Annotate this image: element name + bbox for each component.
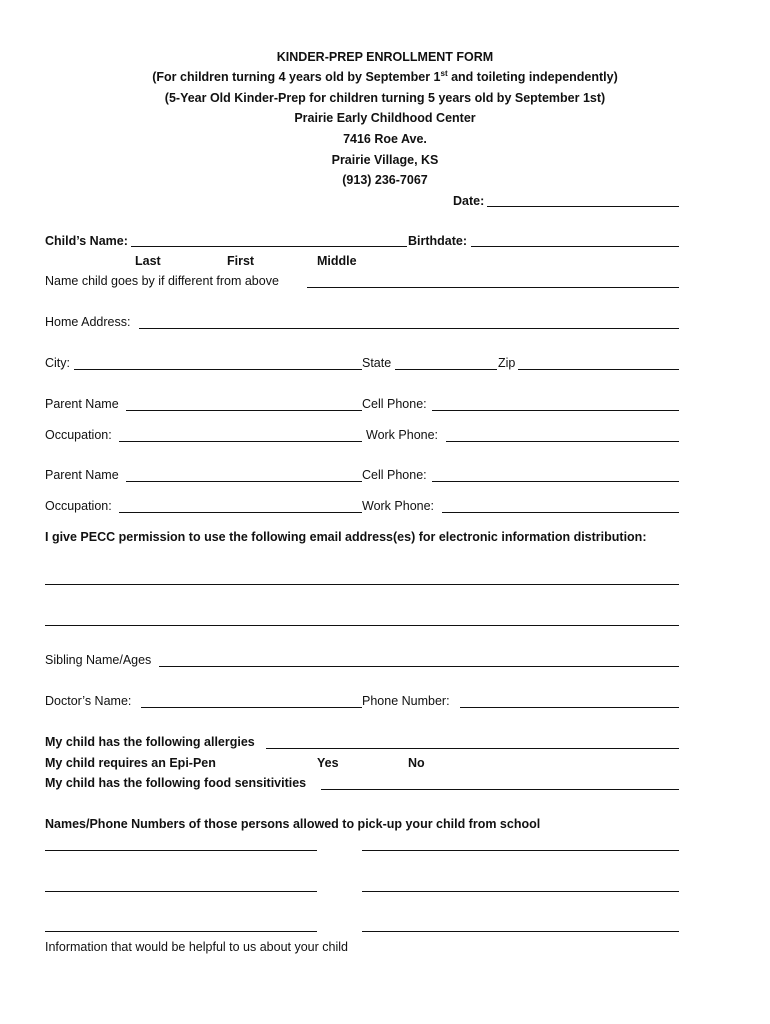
parent2-name-field[interactable] [126, 481, 362, 482]
zip-label: Zip [498, 356, 516, 370]
email-field-1[interactable] [45, 584, 679, 585]
helpful-info-label: Information that would be helpful to us about your child [45, 940, 348, 954]
parent1-occupation-field[interactable] [119, 441, 362, 442]
pickup-field-3-right[interactable] [362, 931, 679, 932]
form-subtitle-5yr: (5-Year Old Kinder-Prep for children turning 5 years old by September 1st) [164, 91, 606, 105]
allergies-label: My child has the following allergies [45, 735, 255, 749]
date-field[interactable] [487, 206, 679, 207]
food-sensitivities-label: My child has the following food sensitivities [45, 776, 307, 790]
food-sensitivities-field[interactable] [321, 789, 679, 790]
state-field[interactable] [395, 369, 497, 370]
parent1-occupation-label: Occupation: [45, 428, 112, 442]
last-name-caption: Last [135, 254, 161, 268]
email-permission-text: I give PECC permission to use the following email address(es) for electronic information distribution: [45, 530, 647, 544]
doctor-name-label: Doctor’s Name: [45, 694, 132, 708]
pickup-field-2-left[interactable] [45, 891, 317, 892]
subtitle-4yr-tail: and toileting independently) [447, 70, 618, 84]
doctor-name-field[interactable] [141, 707, 362, 708]
subtitle-4yr-text: (For children turning 4 years old by September 1 [152, 70, 441, 84]
parent1-cell-label: Cell Phone: [362, 397, 427, 411]
child-name-label: Child’s Name: [45, 234, 128, 248]
epipen-label: My child requires an Epi-Pen [45, 756, 216, 770]
birthdate-label: Birthdate: [408, 234, 468, 248]
form-title: KINDER-PREP ENROLLMENT FORM [276, 50, 494, 64]
parent1-work-field[interactable] [446, 441, 679, 442]
parent2-work-field[interactable] [442, 512, 679, 513]
parent2-occupation-field[interactable] [119, 512, 362, 513]
epipen-yes-option[interactable]: Yes [317, 756, 339, 770]
pickup-field-1-right[interactable] [362, 850, 679, 851]
state-label: State [362, 356, 392, 370]
parent2-cell-field[interactable] [432, 481, 679, 482]
home-address-label: Home Address: [45, 315, 131, 329]
center-city: Prairie Village, KS [331, 153, 439, 167]
child-name-field[interactable] [131, 246, 407, 247]
center-street: 7416 Roe Ave. [343, 132, 427, 146]
parent1-name-label: Parent Name [45, 397, 119, 411]
pickup-field-1-left[interactable] [45, 850, 317, 851]
parent2-work-label: Work Phone: [362, 499, 435, 513]
doctor-phone-field[interactable] [460, 707, 679, 708]
first-name-caption: First [227, 254, 255, 268]
parent1-work-label: Work Phone: [366, 428, 439, 442]
zip-field[interactable] [518, 369, 679, 370]
doctor-phone-label: Phone Number: [362, 694, 450, 708]
parent2-cell-label: Cell Phone: [362, 468, 427, 482]
parent1-cell-field[interactable] [432, 410, 679, 411]
parent2-name-label: Parent Name [45, 468, 119, 482]
pickup-field-2-right[interactable] [362, 891, 679, 892]
parent1-name-field[interactable] [126, 410, 362, 411]
city-label: City: [45, 356, 70, 370]
subtitle-4yr-superscript: st [440, 68, 448, 78]
email-field-2[interactable] [45, 625, 679, 626]
city-field[interactable] [74, 369, 362, 370]
center-name: Prairie Early Childhood Center [294, 111, 476, 125]
sibling-label: Sibling Name/Ages [45, 653, 152, 667]
pickup-label: Names/Phone Numbers of those persons allowed to pick-up your child from school [45, 817, 541, 831]
home-address-field[interactable] [139, 328, 679, 329]
form-subtitle-4yr [0, 70, 770, 84]
center-phone: (913) 236-7067 [342, 173, 428, 187]
nickname-label: Name child goes by if different from above [45, 274, 279, 288]
sibling-field[interactable] [159, 666, 679, 667]
birthdate-field[interactable] [471, 246, 679, 247]
nickname-field[interactable] [307, 287, 679, 288]
epipen-no-option[interactable]: No [408, 756, 425, 770]
allergies-field[interactable] [266, 748, 679, 749]
middle-name-caption: Middle [317, 254, 357, 268]
parent2-occupation-label: Occupation: [45, 499, 112, 513]
date-label: Date: [453, 194, 485, 208]
pickup-field-3-left[interactable] [45, 931, 317, 932]
